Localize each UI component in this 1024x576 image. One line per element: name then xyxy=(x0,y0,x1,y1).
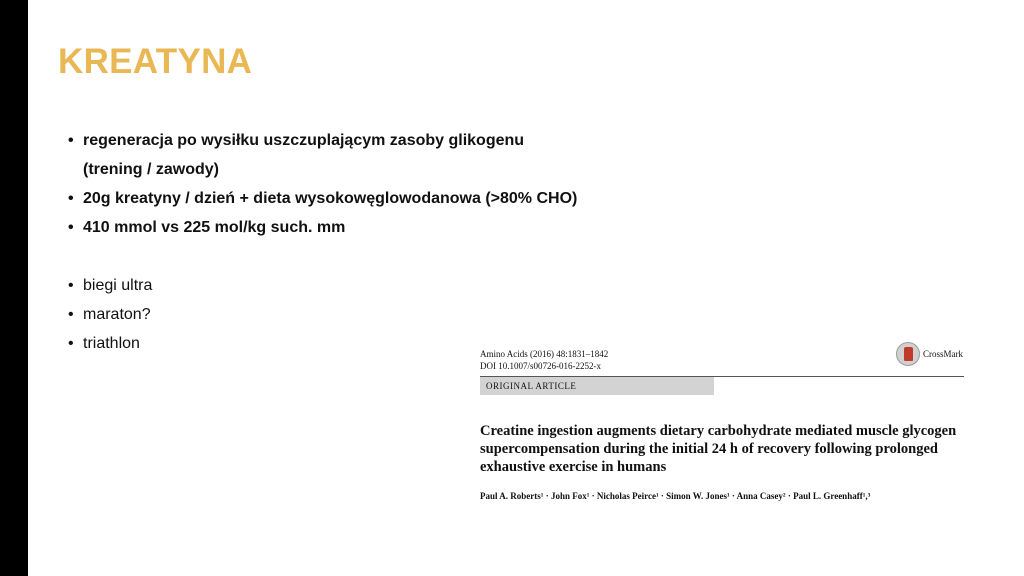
bullet-item: • maraton? xyxy=(68,300,588,329)
crossmark-icon xyxy=(896,342,920,366)
bullet-item: • triathlon xyxy=(68,329,588,358)
journal-meta xyxy=(480,348,608,372)
slide-title: KREATYNA xyxy=(58,42,253,81)
paper-excerpt xyxy=(480,338,966,524)
section-banner: ORIGINAL ARTICLE xyxy=(480,377,714,395)
bullet-item: • 410 mmol vs 225 mol/kg such. mm xyxy=(68,213,588,242)
bullet-list xyxy=(68,126,588,358)
bullet-item: • 20g kreatyny / dzień + dieta wysokowęglowodanowa (>80% CHO) xyxy=(68,184,588,213)
crossmark-label: CrossMark xyxy=(923,349,963,359)
journal-citation: Amino Acids (2016) 48:1831–1842 xyxy=(480,349,609,359)
bullet-item: • regeneracja po wysiłku uszczuplającym zasoby glikogenu (trening / zawody) xyxy=(68,126,588,184)
article-title: Creatine ingestion augments dietary carbohydrate mediated muscle glycogen supercompensation during the initial 24 h of recovery following prolonged exhaustive exercise in humans xyxy=(480,423,957,475)
crossmark-badge xyxy=(896,342,963,366)
article-authors: Paul A. Roberts¹ · John Fox¹ · Nicholas Peirce¹ · Simon W. Jones¹ · Anna Casey² · Paul L. Greenhaff¹,³ xyxy=(480,491,871,501)
doi: DOI 10.1007/s00726-016-2252-x xyxy=(480,361,601,371)
left-edge-bar xyxy=(0,0,28,576)
bullet-item: • biegi ultra xyxy=(68,271,588,300)
